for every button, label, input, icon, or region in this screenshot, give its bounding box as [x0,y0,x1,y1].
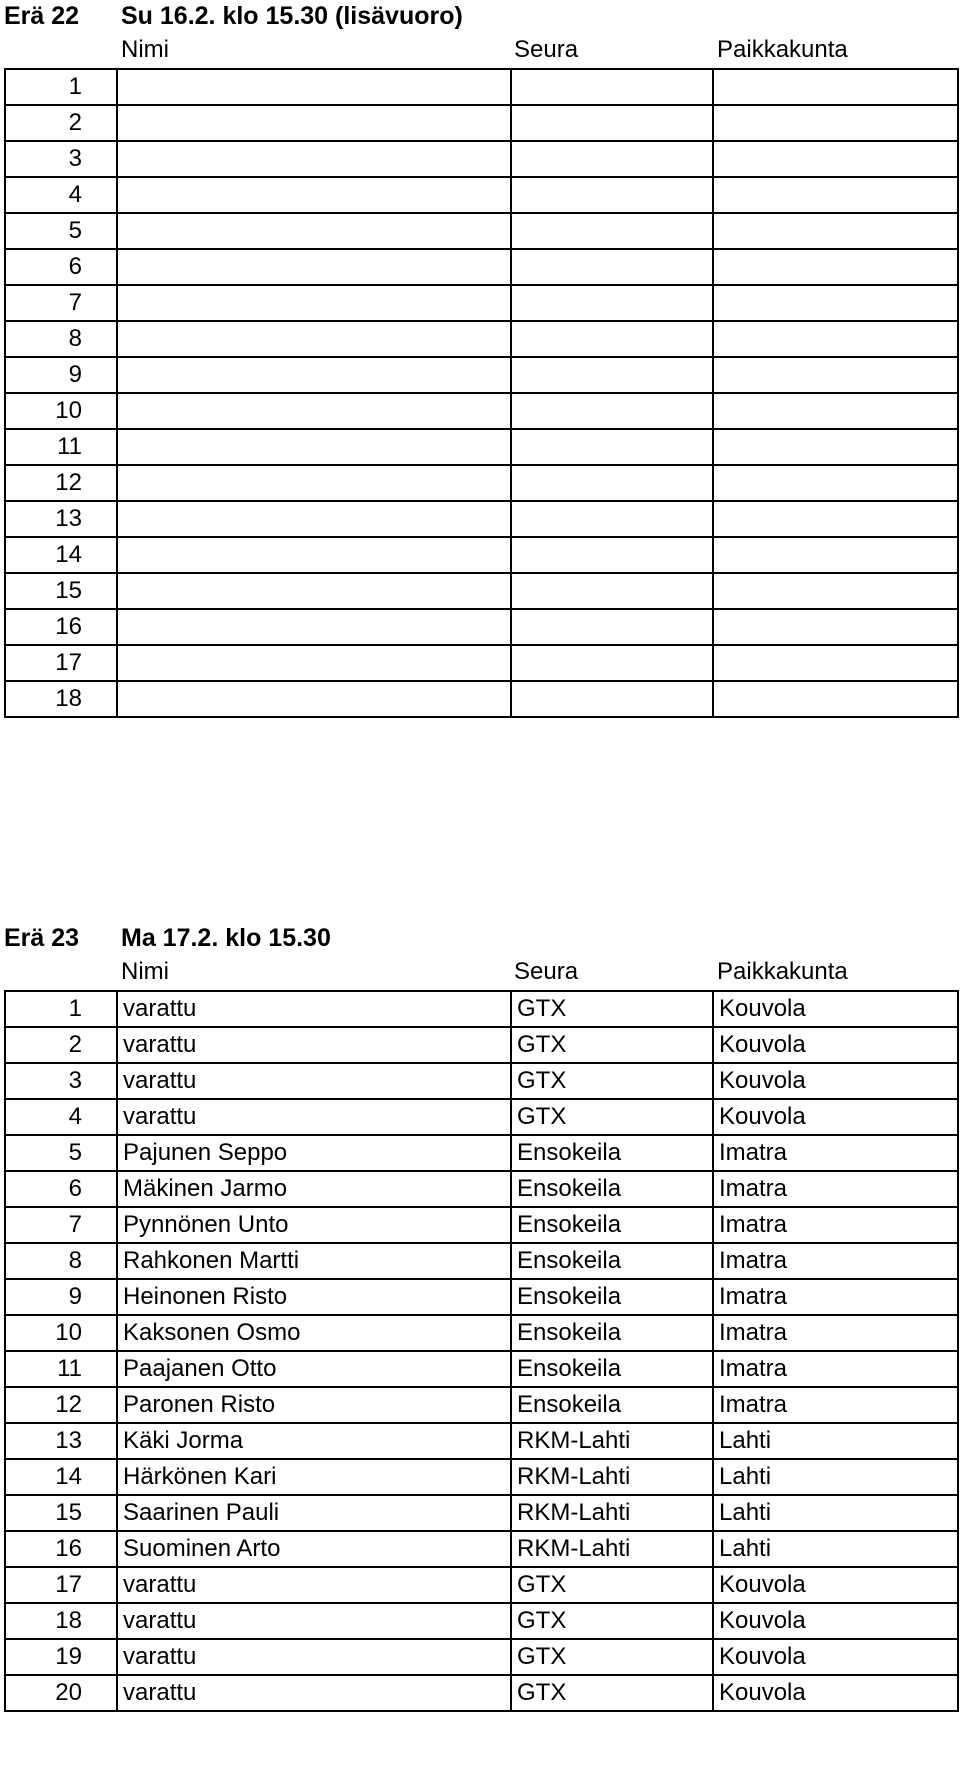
participant-club: Ensokeila [511,1387,713,1423]
table-row [5,1351,958,1387]
row-number: 14 [5,537,117,573]
participant-town: Kouvola [713,1099,958,1135]
batch-23-section [0,922,960,1712]
row-number: 1 [5,69,117,105]
row-number: 5 [5,213,117,249]
participant-name: Pynnönen Unto [117,1207,511,1243]
participant-club: RKM-Lahti [511,1495,713,1531]
participant-club: GTX [511,1603,713,1639]
column-headers [0,954,960,990]
table-row [5,1603,958,1639]
participant-club [511,609,713,645]
participant-club: Ensokeila [511,1315,713,1351]
table-row [5,1531,958,1567]
participant-town [713,141,958,177]
participant-name [117,609,511,645]
participant-club: RKM-Lahti [511,1459,713,1495]
participant-club: GTX [511,1063,713,1099]
table-row [5,1387,958,1423]
table-row [5,1027,958,1063]
table-row [5,1567,958,1603]
participant-name: Paronen Risto [117,1387,511,1423]
table-row [5,645,958,681]
table-row [5,1099,958,1135]
participant-name [117,429,511,465]
row-number: 20 [5,1675,117,1711]
participant-club: Ensokeila [511,1351,713,1387]
table-row [5,177,958,213]
participant-town: Lahti [713,1459,958,1495]
table-row [5,285,958,321]
participant-town: Lahti [713,1423,958,1459]
row-number: 18 [5,1603,117,1639]
participant-name: Käki Jorma [117,1423,511,1459]
row-number: 6 [5,1171,117,1207]
participant-town [713,465,958,501]
table-row [5,213,958,249]
participant-town [713,105,958,141]
table-row [5,573,958,609]
row-number: 4 [5,1099,117,1135]
batch-label: Erä 23 [4,924,80,952]
participant-name [117,681,511,717]
header-seura: Seura [514,36,579,63]
table-row [5,393,958,429]
participant-town [713,393,958,429]
table-row [5,1459,958,1495]
batch-title [0,922,960,954]
row-number: 15 [5,1495,117,1531]
table-row [5,1063,958,1099]
participant-town [713,249,958,285]
row-number: 10 [5,1315,117,1351]
participant-town [713,357,958,393]
participant-club: Ensokeila [511,1207,713,1243]
participant-club: GTX [511,1639,713,1675]
participant-club [511,177,713,213]
row-number: 14 [5,1459,117,1495]
table-row [5,1171,958,1207]
participant-town: Imatra [713,1351,958,1387]
participants-table [4,990,959,1712]
table-row [5,1243,958,1279]
row-number: 8 [5,321,117,357]
participant-town: Kouvola [713,1675,958,1711]
row-number: 17 [5,1567,117,1603]
participant-club [511,465,713,501]
participant-town [713,573,958,609]
row-number: 2 [5,105,117,141]
row-number: 10 [5,393,117,429]
participant-name: Mäkinen Jarmo [117,1171,511,1207]
participant-club: GTX [511,1675,713,1711]
participant-club [511,501,713,537]
batch-22-section [0,0,960,718]
participant-town: Imatra [713,1207,958,1243]
row-number: 11 [5,429,117,465]
participant-name [117,177,511,213]
row-number: 18 [5,681,117,717]
row-number: 3 [5,141,117,177]
participant-name: varattu [117,1639,511,1675]
participant-name [117,141,511,177]
participant-club [511,537,713,573]
participant-club [511,573,713,609]
table-row [5,105,958,141]
table-row [5,681,958,717]
participant-town: Imatra [713,1279,958,1315]
participant-club [511,105,713,141]
row-number: 1 [5,991,117,1027]
row-number: 8 [5,1243,117,1279]
row-number: 6 [5,249,117,285]
row-number: 3 [5,1063,117,1099]
table-row [5,1495,958,1531]
participant-name: varattu [117,1027,511,1063]
header-nimi: Nimi [121,958,169,985]
participant-name [117,213,511,249]
participant-name: varattu [117,1567,511,1603]
row-number: 13 [5,501,117,537]
row-number: 9 [5,1279,117,1315]
table-row [5,69,958,105]
participant-town [713,177,958,213]
participant-club [511,681,713,717]
table-row [5,465,958,501]
participant-name: varattu [117,1603,511,1639]
participant-club [511,285,713,321]
participant-town [713,537,958,573]
participant-name: varattu [117,1099,511,1135]
header-seura: Seura [514,958,579,985]
table-row [5,1423,958,1459]
participant-town [713,285,958,321]
participant-club [511,249,713,285]
participant-name: Heinonen Risto [117,1279,511,1315]
row-number: 16 [5,609,117,645]
participant-name: varattu [117,991,511,1027]
participant-name: Saarinen Pauli [117,1495,511,1531]
row-number: 19 [5,1639,117,1675]
row-number: 4 [5,177,117,213]
participant-club: GTX [511,1567,713,1603]
participant-town: Kouvola [713,1063,958,1099]
batch-datetime: Su 16.2. klo 15.30 (lisävuoro) [121,2,463,30]
table-row [5,1315,958,1351]
participant-name [117,465,511,501]
table-row [5,1675,958,1711]
participant-town [713,69,958,105]
table-row [5,429,958,465]
participant-club [511,429,713,465]
participant-name [117,69,511,105]
table-row [5,357,958,393]
participant-town: Imatra [713,1171,958,1207]
participant-name [117,645,511,681]
participant-town [713,429,958,465]
participant-name: Suominen Arto [117,1531,511,1567]
table-row [5,321,958,357]
row-number: 7 [5,285,117,321]
participant-name [117,357,511,393]
participant-club: Ensokeila [511,1243,713,1279]
participant-club [511,645,713,681]
participant-name [117,105,511,141]
row-number: 17 [5,645,117,681]
participant-club: GTX [511,1027,713,1063]
table-row [5,501,958,537]
header-nimi: Nimi [121,36,169,63]
participant-club: Ensokeila [511,1279,713,1315]
participant-club: RKM-Lahti [511,1423,713,1459]
header-paikkakunta: Paikkakunta [717,36,848,63]
table-row [5,141,958,177]
header-paikkakunta: Paikkakunta [717,958,848,985]
participant-town: Kouvola [713,1603,958,1639]
row-number: 12 [5,465,117,501]
row-number: 2 [5,1027,117,1063]
row-number: 7 [5,1207,117,1243]
row-number: 13 [5,1423,117,1459]
column-headers [0,32,960,68]
table-row [5,609,958,645]
batch-title [0,0,960,32]
participant-town: Kouvola [713,1027,958,1063]
row-number: 16 [5,1531,117,1567]
row-number: 5 [5,1135,117,1171]
participant-town: Imatra [713,1135,958,1171]
table-row [5,1135,958,1171]
participant-town: Imatra [713,1243,958,1279]
participant-town: Imatra [713,1387,958,1423]
participant-town [713,321,958,357]
participant-club: Ensokeila [511,1171,713,1207]
participant-club [511,321,713,357]
participant-club [511,357,713,393]
participant-name: Paajanen Otto [117,1351,511,1387]
row-number: 11 [5,1351,117,1387]
participant-town [713,213,958,249]
participant-club [511,393,713,429]
row-number: 15 [5,573,117,609]
participants-table [4,68,959,718]
row-number: 12 [5,1387,117,1423]
row-number: 9 [5,357,117,393]
participant-club: GTX [511,1099,713,1135]
participant-name: varattu [117,1063,511,1099]
participant-name [117,393,511,429]
participant-town: Lahti [713,1495,958,1531]
table-row [5,1207,958,1243]
table-row [5,1279,958,1315]
participant-name [117,573,511,609]
participant-club: Ensokeila [511,1135,713,1171]
batch-datetime: Ma 17.2. klo 15.30 [121,924,331,952]
participant-name [117,249,511,285]
participant-town: Imatra [713,1315,958,1351]
participant-town [713,681,958,717]
table-row [5,249,958,285]
participant-name: Pajunen Seppo [117,1135,511,1171]
participant-club: RKM-Lahti [511,1531,713,1567]
participant-name [117,321,511,357]
participant-name: Härkönen Kari [117,1459,511,1495]
batch-label: Erä 22 [4,2,80,30]
participant-name [117,537,511,573]
participant-town: Lahti [713,1531,958,1567]
participant-club [511,213,713,249]
participant-town: Kouvola [713,1567,958,1603]
participant-town [713,501,958,537]
participant-name [117,285,511,321]
participant-club: GTX [511,991,713,1027]
table-row [5,537,958,573]
table-row [5,1639,958,1675]
participant-name: Rahkonen Martti [117,1243,511,1279]
participant-town [713,645,958,681]
table-row [5,991,958,1027]
participant-town [713,609,958,645]
participant-name: Kaksonen Osmo [117,1315,511,1351]
participant-name: varattu [117,1675,511,1711]
participant-club [511,141,713,177]
participant-town: Kouvola [713,1639,958,1675]
participant-name [117,501,511,537]
participant-town: Kouvola [713,991,958,1027]
participant-club [511,69,713,105]
